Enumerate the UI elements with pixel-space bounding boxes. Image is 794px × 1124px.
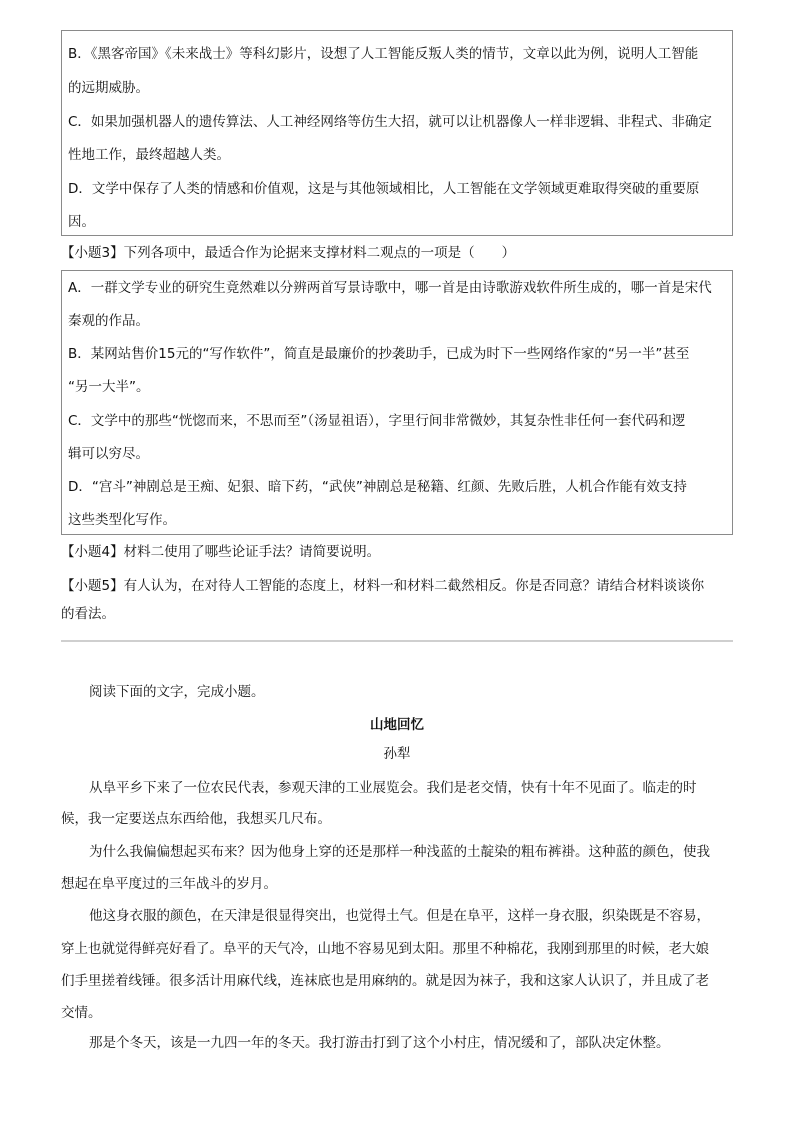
option-b-line2: 的远期威胁。 [68, 80, 149, 96]
article-title: 山地回忆 [370, 717, 424, 733]
option-c-line1: C．文学中的那些“恍惚而来，不思而至”（汤显祖语），字里行间非常微妙，其复杂性非任何一套代码和逻 [68, 413, 686, 429]
option-a-line2: 秦观的作品。 [68, 313, 149, 329]
option-b-line2: “另一大半”。 [68, 379, 150, 395]
paragraph-1-line2: 候，我一定要送点东西给他，我想买几尺布。 [61, 811, 331, 827]
option-d-line1: D．文学中保存了人类的情感和价值观，这是与其他领域相比，人工智能在文学领域更难取得突破的重要原 [68, 181, 700, 197]
paragraph-3-line4: 交情。 [61, 1005, 102, 1021]
reading-instruction: 阅读下面的文字，完成小题。 [89, 684, 265, 700]
paragraph-3-line3: 们手里搓着线锤。很多活计用麻代线，连袜底也是用麻纳的。就是因为袜子，我和这家人认识了，并且成了老 [61, 973, 709, 989]
question-5-line2: 的看法。 [61, 606, 115, 622]
option-c-line1: C．如果加强机器人的遗传算法、人工神经网络等仿生大招，就可以让机器像人一样非逻辑、非程式、非确定 [68, 114, 712, 130]
paragraph-4-line1: 那是个冬天，该是一九四一年的冬天。我打游击打到了这个小村庄，情况缓和了，部队决定休整。 [89, 1035, 670, 1051]
option-d-line1: D．“宫斗”神剧总是王痴、妃狠、暗下药，“武侠”神剧总是秘籍、红颜、先败后胜，人机合作能有效支持 [68, 479, 687, 495]
section-divider [61, 640, 733, 642]
paragraph-3-line1: 他这身衣服的颜色，在天津是很显得突出，也觉得土气。但是在阜平，这样一身衣服，织染既是不容易， [89, 908, 710, 924]
option-d-line2: 这些类型化写作。 [68, 512, 176, 528]
option-c-line2: 性地工作，最终超越人类。 [68, 147, 230, 163]
options-box-question2 [61, 30, 733, 236]
paragraph-1-line1: 从阜平乡下来了一位农民代表，参观天津的工业展览会。我们是老交情，快有十年不见面了。临走的时 [89, 780, 697, 796]
option-b-line1: B．某网站售价15元的“写作软件”，简直是最廉价的抄袭助手，已成为时下一些网络作家的“另一半”甚至 [68, 346, 690, 362]
option-d-line2: 因。 [68, 214, 95, 230]
paragraph-3-line2: 穿上也就觉得鲜亮好看了。阜平的天气冷，山地不容易见到太阳。那里不种棉花，我刚到那里的时候，老大娘 [61, 941, 709, 957]
option-c-line2: 辑可以穷尽。 [68, 446, 149, 462]
article-author: 孙犁 [383, 746, 411, 762]
paragraph-2-line1: 为什么我偏偏想起买布来？因为他身上穿的还是那样一种浅蓝的土靛染的粗布裤褂。这种蓝的颜色，使我 [89, 844, 710, 860]
option-b-line1: B．《黑客帝国》《未来战士》等科幻影片，设想了人工智能反叛人类的情节，文章以此为例，说明人工智能 [68, 46, 699, 62]
paragraph-2-line2: 想起在阜平度过的三年战斗的岁月。 [61, 876, 277, 892]
options-box-question3 [61, 270, 733, 535]
question-5-line1: 【小题5】有人认为，在对待人工智能的态度上，材料一和材料二截然相反。你是否同意？请结合材料谈谈你 [61, 578, 705, 594]
question-4: 【小题4】材料二使用了哪些论证手法？请简要说明。 [61, 544, 381, 560]
option-a-line1: A．一群文学专业的研究生竟然难以分辨两首写景诗歌中，哪一首是由诗歌游戏软件所生成的，哪一首是宋代 [68, 280, 712, 296]
question-3: 【小题3】下列各项中，最适合作为论据来支撑材料二观点的一项是（ ） [61, 245, 516, 261]
